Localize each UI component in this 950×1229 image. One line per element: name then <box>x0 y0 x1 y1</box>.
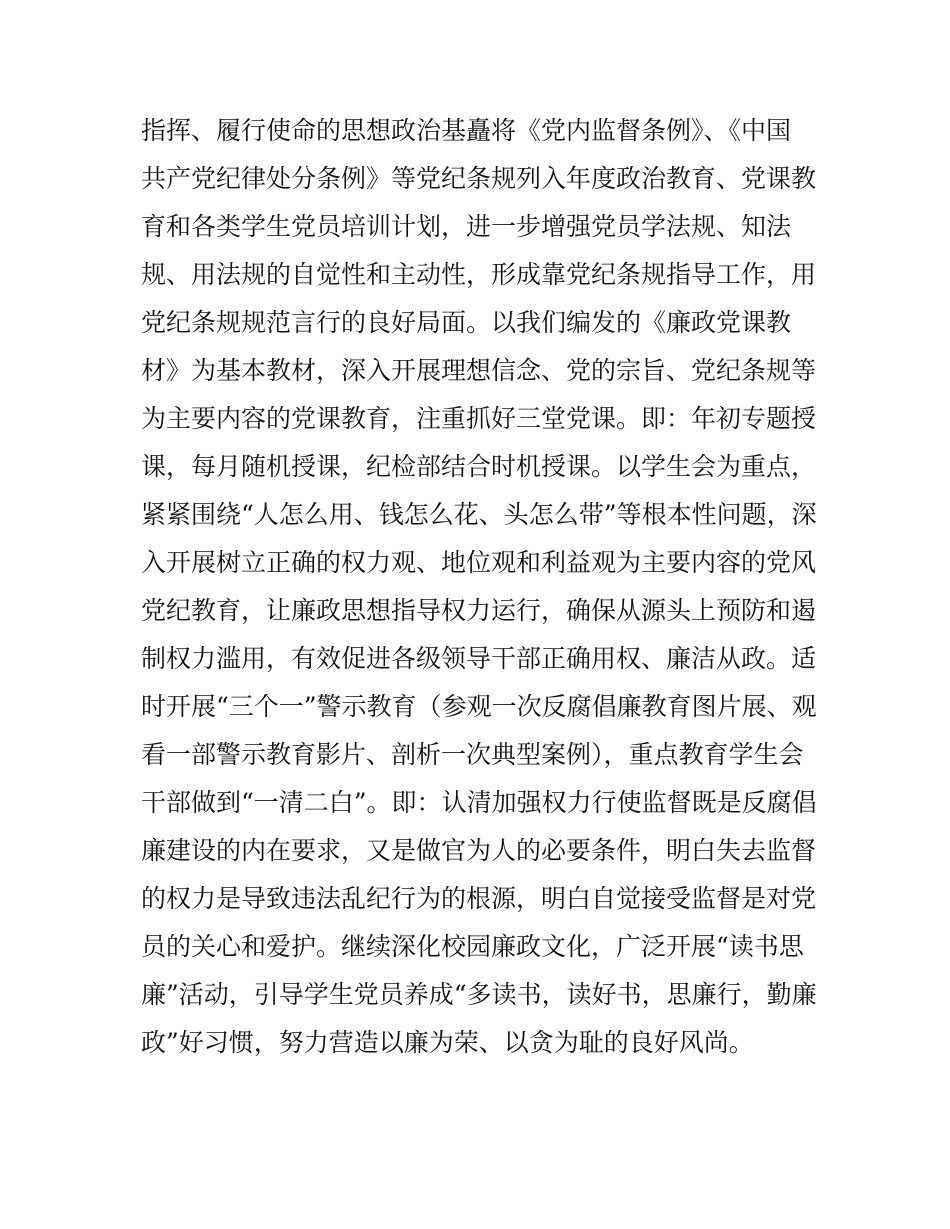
text-line: 课，每月随机授课，纪检部结合时机授课。以学生会为重点， <box>141 452 817 481</box>
text-line: 制权力滥用，有效促进各级领导干部正确用权、廉洁从政。适 <box>141 644 817 673</box>
text-line: 干部做到“一清二白”。即：认清加强权力行使监督既是反腐倡 <box>141 788 817 817</box>
text-line: 共产党纪律处分条例》等党纪条规列入年度政治教育、党课教 <box>141 164 817 193</box>
text-line: 育和各类学生党员培训计划，进一步增强党员学法规、知法 <box>141 212 792 241</box>
text-line: 为主要内容的党课教育，注重抓好三堂党课。即：年初专题授 <box>141 404 817 433</box>
text-line: 时开展“三个一”警示教育（参观一次反腐倡廉教育图片展、观 <box>141 692 817 721</box>
text-line: 入开展树立正确的权力观、地位观和利益观为主要内容的党风 <box>141 548 817 577</box>
text-line: 廉”活动，引导学生党员养成“多读书，读好书，思廉行，勤廉 <box>141 980 817 1009</box>
text-line: 廉建设的内在要求，又是做官为人的必要条件，明白失去监督 <box>141 836 817 865</box>
text-line: 政”好习惯，努力营造以廉为荣、以贪为耻的良好风尚。 <box>141 1028 754 1057</box>
text-line: 员的关心和爱护。继续深化校园廉政文化，广泛开展“读书思 <box>141 932 804 961</box>
text-line: 紧紧围绕“人怎么用、钱怎么花、头怎么带”等根本性问题，深 <box>141 500 817 529</box>
text-line: 规、用法规的自觉性和主动性，形成靠党纪条规指导工作，用 <box>141 260 817 289</box>
text-line: 看一部警示教育影片、剖析一次典型案例），重点教育学生会 <box>141 740 804 769</box>
text-line: 党纪教育，让廉政思想指导权力运行，确保从源头上预防和遏 <box>141 596 817 625</box>
text-line: 材》为基本教材，深入开展理想信念、党的宗旨、党纪条规等 <box>141 356 817 385</box>
body-paragraph <box>141 107 821 1067</box>
text-line: 党纪条规规范言行的良好局面。以我们编发的《廉政党课教 <box>141 308 792 337</box>
text-line: 指挥、履行使命的思想政治基矗将《党内监督条例》、《中国 <box>141 116 792 145</box>
text-line: 的权力是导致违法乱纪行为的根源，明白自觉接受监督是对党 <box>141 884 817 913</box>
